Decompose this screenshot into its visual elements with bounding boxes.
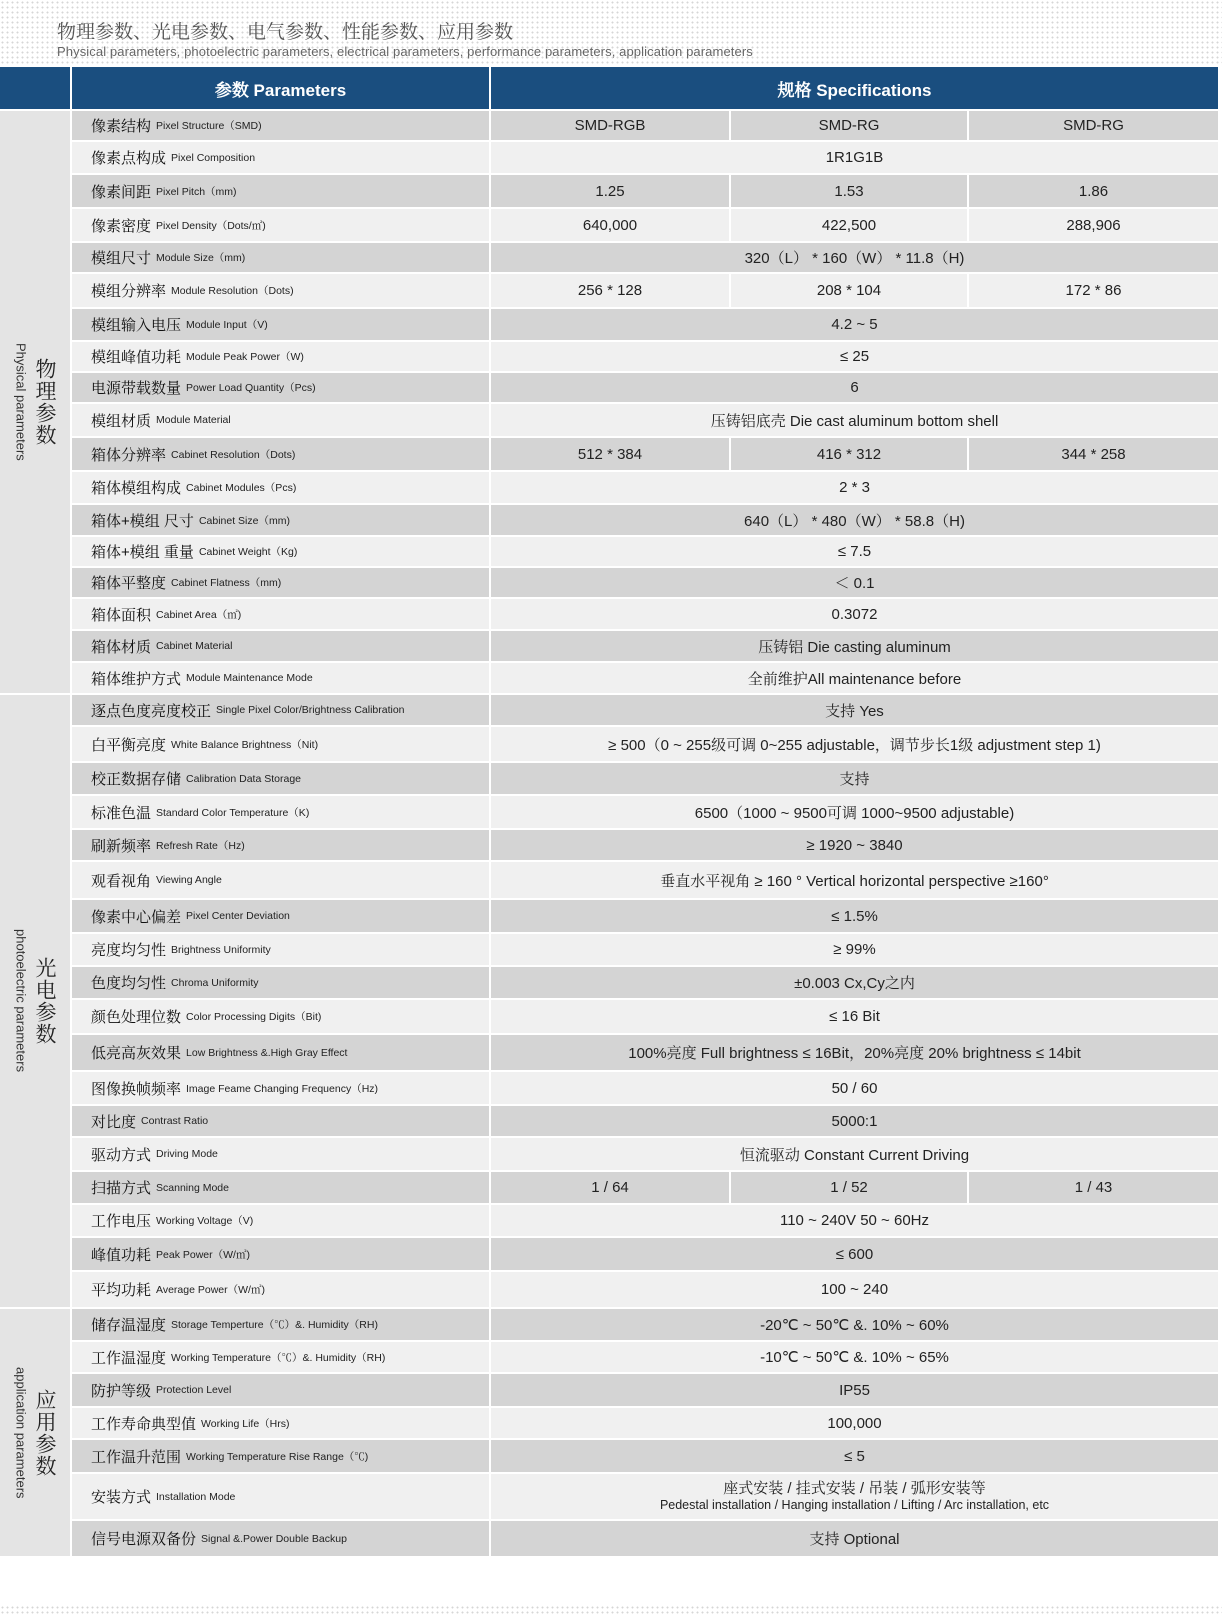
spec-value: SMD-RG	[969, 111, 1218, 140]
row-label	[72, 309, 489, 340]
label-cn: 工作温湿度	[91, 1349, 167, 1367]
row-label	[72, 900, 489, 932]
spec-value: 640（L） * 480（W） * 58.8（H)	[491, 505, 1218, 535]
row-label	[72, 862, 489, 898]
row-label	[72, 1238, 489, 1270]
label-cn: 箱体面积	[91, 606, 152, 624]
row-label	[72, 568, 489, 597]
label-cn: 箱体平整度	[91, 575, 167, 592]
spec-value: ≤ 5	[491, 1440, 1218, 1472]
row-label	[72, 1374, 489, 1406]
label-cn: 信号电源双备份	[91, 1531, 197, 1548]
header-corner	[0, 67, 70, 109]
spec-value: 288,906	[969, 209, 1218, 241]
page-title-en: Physical parameters, photoelectric parameters, electrical parameters, performance parameters, application parameters	[57, 44, 753, 59]
label-cn: 安装方式	[91, 1489, 152, 1506]
label-cn: 对比度	[91, 1113, 137, 1131]
row-label	[72, 663, 489, 693]
label-en: Protection Level	[156, 1384, 232, 1396]
spec-value: 1.53	[731, 175, 967, 207]
header-specifications: 规格 Specifications	[491, 67, 1218, 109]
spec-value: ≤ 1.5%	[491, 900, 1218, 932]
spec-value-line: 座式安装 / 挂式安装 / 吊装 / 弧形安装等	[723, 1479, 986, 1497]
label-en: Low Brightness &.High Gray Effect	[186, 1046, 348, 1059]
label-en: Pixel Center Deviation	[186, 910, 290, 922]
spec-value: SMD-RG	[731, 111, 967, 140]
spec-value: 1.25	[491, 175, 729, 207]
label-cn: 箱体+模组 尺寸	[91, 512, 194, 530]
row-label	[72, 830, 489, 860]
row-label	[72, 1106, 489, 1136]
row-label	[72, 727, 489, 761]
row-label	[72, 209, 489, 241]
label-en: Power Load Quantity（Pcs)	[186, 382, 316, 394]
row-label	[72, 599, 489, 629]
label-cn: 逐点色度亮度校正	[91, 702, 212, 720]
row-label	[72, 695, 489, 725]
row-label	[72, 1440, 489, 1472]
spec-value: ≥ 500（0 ~ 255级可调 0~255 adjustable，调节步长1级 adjustment step 1)	[491, 727, 1218, 761]
label-en: Image Feame Changing Frequency（Hz)	[186, 1082, 379, 1095]
label-cn: 防护等级	[91, 1382, 152, 1400]
spec-value: ±0.003 Cx,Cy之内	[491, 967, 1218, 998]
row-label	[72, 631, 489, 661]
label-cn: 模组尺寸	[91, 250, 152, 267]
label-cn: 模组峰值功耗	[91, 349, 182, 366]
spec-value: ≥ 1920 ~ 3840	[491, 830, 1218, 860]
spec-value: 1 / 64	[491, 1172, 729, 1203]
section-2	[0, 695, 70, 1307]
row-label	[72, 438, 489, 470]
label-en: Contrast Ratio	[141, 1115, 209, 1127]
label-cn: 像素间距	[91, 183, 152, 201]
row-label	[72, 342, 489, 371]
section-en-text: application parameters	[13, 1366, 29, 1499]
label-en: Installation Mode	[156, 1490, 236, 1503]
spec-value: 172 * 86	[969, 274, 1218, 307]
spec-value: 512 * 384	[491, 438, 729, 470]
spec-value: 100%亮度 Full brightness ≤ 16Bit，20%亮度 20% brightness ≤ 14bit	[491, 1035, 1218, 1070]
label-cn: 标准色温	[91, 804, 152, 822]
section-label-cn	[28, 111, 60, 693]
label-en: Refresh Rate（Hz)	[156, 839, 245, 852]
label-en: Chroma Uniformity	[171, 976, 259, 989]
row-label	[72, 1309, 489, 1340]
label-cn: 色度均匀性	[91, 975, 167, 992]
label-cn: 校正数据存储	[91, 771, 182, 788]
spec-value: ≤ 7.5	[491, 537, 1218, 566]
label-en: Module Input（V)	[186, 319, 268, 331]
label-en: Brightness Uniformity	[171, 943, 271, 956]
spec-value: SMD-RGB	[491, 111, 729, 140]
spec-value: 50 / 60	[491, 1072, 1218, 1104]
label-en: Peak Power（W/㎡)	[156, 1248, 250, 1261]
spec-value: 416 * 312	[731, 438, 967, 470]
section-cn-text: 物理参数	[33, 358, 56, 446]
row-label	[72, 505, 489, 535]
label-cn: 扫描方式	[91, 1180, 152, 1197]
spec-value: ≤ 25	[491, 342, 1218, 371]
label-en: Scanning Mode	[156, 1181, 229, 1194]
label-cn: 像素结构	[91, 118, 152, 135]
section-label-cn	[28, 1309, 60, 1556]
label-cn: 电源带载数量	[91, 380, 182, 397]
label-en: Driving Mode	[156, 1148, 218, 1160]
label-cn: 模组分辨率	[91, 283, 167, 300]
spec-value: 256 * 128	[491, 274, 729, 307]
spec-value: 100,000	[491, 1408, 1218, 1438]
label-en: Cabinet Modules（Pcs)	[186, 482, 297, 494]
section-en-text: photoelectric parameters	[13, 929, 29, 1073]
bottom-band	[0, 1605, 1222, 1615]
section-3	[0, 1309, 70, 1556]
row-label	[72, 967, 489, 998]
spec-value: 0.3072	[491, 599, 1218, 629]
label-cn: 工作寿命典型值	[91, 1415, 197, 1433]
row-label	[72, 373, 489, 402]
label-cn: 箱体分辨率	[91, 446, 167, 464]
label-en: Cabinet Resolution（Dots)	[171, 448, 296, 461]
spec-value: 垂直水平视角 ≥ 160 ° Vertical horizontal perspective ≥160°	[491, 862, 1218, 898]
label-en: Pixel Structure（SMD)	[156, 120, 262, 132]
label-cn: 模组输入电压	[91, 317, 182, 334]
label-cn: 像素点构成	[91, 150, 167, 167]
label-en: Storage Temperture（℃）&. Humidity（RH)	[171, 1319, 378, 1331]
row-label	[72, 1072, 489, 1104]
label-cn: 工作电压	[91, 1213, 152, 1230]
row-label	[72, 796, 489, 828]
label-en: Module Size（mm)	[156, 252, 246, 264]
label-en: Color Processing Digits（Bit)	[186, 1011, 322, 1023]
spec-value: ≤ 16 Bit	[491, 1000, 1218, 1033]
row-label	[72, 1035, 489, 1070]
row-label	[72, 1521, 489, 1556]
section-label-cn	[28, 695, 60, 1307]
spec-value: 恒流驱动 Constant Current Driving	[491, 1138, 1218, 1170]
page-title-cn: 物理参数、光电参数、电气参数、性能参数、应用参数	[57, 22, 514, 43]
row-label	[72, 1342, 489, 1372]
label-cn: 像素中心偏差	[91, 908, 182, 926]
section-cn-text: 光电参数	[33, 957, 56, 1045]
label-en: Pixel Composition	[171, 151, 256, 164]
spec-value: 5000:1	[491, 1106, 1218, 1136]
label-cn: 低亮高灰效果	[91, 1045, 182, 1062]
label-en: Pixel Pitch（mm)	[156, 185, 237, 198]
spec-value: 640,000	[491, 209, 729, 241]
spec-value: 320（L） * 160（W） * 11.8（H)	[491, 243, 1218, 272]
label-cn: 图像换帧频率	[91, 1080, 182, 1098]
spec-value: 支持	[491, 763, 1218, 794]
section-1	[0, 111, 70, 693]
label-en: Cabinet Weight（Kg)	[198, 546, 298, 558]
label-cn: 箱体材质	[91, 638, 152, 656]
label-en: Standard Color Temperature（K)	[156, 806, 310, 819]
label-en: Module Peak Power（W)	[186, 351, 304, 363]
label-cn: 观看视角	[91, 872, 152, 890]
label-en: Working Temperature（℃）&. Humidity（RH)	[171, 1351, 386, 1364]
row-label	[72, 1172, 489, 1203]
label-cn: 箱体维护方式	[91, 670, 182, 688]
spec-value: 支持 Optional	[491, 1521, 1218, 1556]
spec-value: 1R1G1B	[491, 142, 1218, 173]
spec-value: 1.86	[969, 175, 1218, 207]
spec-value: -20℃ ~ 50℃ &. 10% ~ 60%	[491, 1309, 1218, 1340]
spec-value	[491, 1474, 1218, 1519]
label-en: Cabinet Size（mm)	[198, 514, 290, 527]
label-en: Calibration Data Storage	[186, 772, 301, 785]
spec-value: 全前维护All maintenance before	[491, 663, 1218, 693]
section-cn-text: 应用参数	[33, 1388, 56, 1477]
spec-value: 100 ~ 240	[491, 1272, 1218, 1307]
label-cn: 箱体+模组 重量	[91, 544, 194, 561]
label-en: Signal &.Power Double Backup	[201, 1532, 347, 1545]
label-cn: 模组材质	[91, 412, 152, 430]
row-label	[72, 111, 489, 140]
label-en: Pixel Density（Dots/㎡)	[156, 219, 266, 232]
row-label	[72, 1138, 489, 1170]
spec-value-line: Pedestal installation / Hanging installation / Lifting / Arc installation, etc	[659, 1497, 1050, 1512]
spec-value: ＜ 0.1	[491, 568, 1218, 597]
row-label	[72, 1205, 489, 1236]
spec-value: 1 / 52	[731, 1172, 967, 1203]
label-cn: 箱体模组构成	[91, 480, 182, 497]
label-en: Single Pixel Color/Brightness Calibration	[216, 704, 405, 716]
label-cn: 颜色处理位数	[91, 1009, 182, 1026]
label-en: Cabinet Area（㎡)	[156, 608, 242, 621]
row-label	[72, 1474, 489, 1519]
label-en: Working Voltage（V)	[156, 1215, 254, 1227]
label-cn: 峰值功耗	[91, 1246, 152, 1264]
spec-value: 支持 Yes	[491, 695, 1218, 725]
label-en: Average Power（W/㎡)	[156, 1284, 265, 1296]
label-en: Cabinet Flatness（mm)	[171, 577, 282, 589]
spec-value: 110 ~ 240V 50 ~ 60Hz	[491, 1205, 1218, 1236]
label-en: Viewing Angle	[156, 874, 222, 886]
row-label	[72, 175, 489, 207]
row-label	[72, 404, 489, 436]
row-label	[72, 1272, 489, 1307]
spec-value: 344 * 258	[969, 438, 1218, 470]
label-cn: 储存温湿度	[91, 1317, 167, 1334]
row-label	[72, 142, 489, 173]
label-cn: 刷新频率	[91, 837, 152, 855]
row-label	[72, 763, 489, 794]
row-label	[72, 537, 489, 566]
label-en: White Balance Brightness（Nit)	[171, 738, 319, 751]
spec-value: 4.2 ~ 5	[491, 309, 1218, 340]
header-parameters: 参数 Parameters	[72, 67, 489, 109]
row-label	[72, 934, 489, 965]
label-cn: 亮度均匀性	[91, 942, 167, 959]
label-cn: 白平衡亮度	[91, 736, 167, 754]
row-label	[72, 274, 489, 307]
label-cn: 驱动方式	[91, 1146, 152, 1164]
row-label	[72, 472, 489, 503]
spec-value: 压铸铝底壳 Die cast aluminum bottom shell	[491, 404, 1218, 436]
spec-value: 压铸铝 Die casting aluminum	[491, 631, 1218, 661]
label-en: Module Maintenance Mode	[186, 672, 313, 684]
spec-value: -10℃ ~ 50℃ &. 10% ~ 65%	[491, 1342, 1218, 1372]
spec-value: 1 / 43	[969, 1172, 1218, 1203]
label-en: Working Life（Hrs)	[201, 1417, 290, 1430]
spec-value: 2 * 3	[491, 472, 1218, 503]
spec-value: 208 * 104	[731, 274, 967, 307]
row-label	[72, 243, 489, 272]
spec-value: 422,500	[731, 209, 967, 241]
label-cn: 工作温升范围	[91, 1448, 182, 1466]
label-en: Module Resolution（Dots)	[171, 285, 294, 297]
label-cn: 像素密度	[91, 217, 152, 235]
label-en: Module Material	[156, 414, 231, 426]
spec-value: IP55	[491, 1374, 1218, 1406]
spec-value: 6500（1000 ~ 9500可调 1000~9500 adjustable)	[491, 796, 1218, 828]
label-en: Working Temperature Rise Range（℃)	[186, 1450, 369, 1463]
label-en: Cabinet Material	[156, 640, 233, 652]
spec-value: ≤ 600	[491, 1238, 1218, 1270]
label-cn: 平均功耗	[91, 1282, 152, 1299]
spec-value: ≥ 99%	[491, 934, 1218, 965]
section-en-text: Physical parameters	[13, 343, 29, 461]
row-label	[72, 1408, 489, 1438]
spec-value: 6	[491, 373, 1218, 402]
row-label	[72, 1000, 489, 1033]
